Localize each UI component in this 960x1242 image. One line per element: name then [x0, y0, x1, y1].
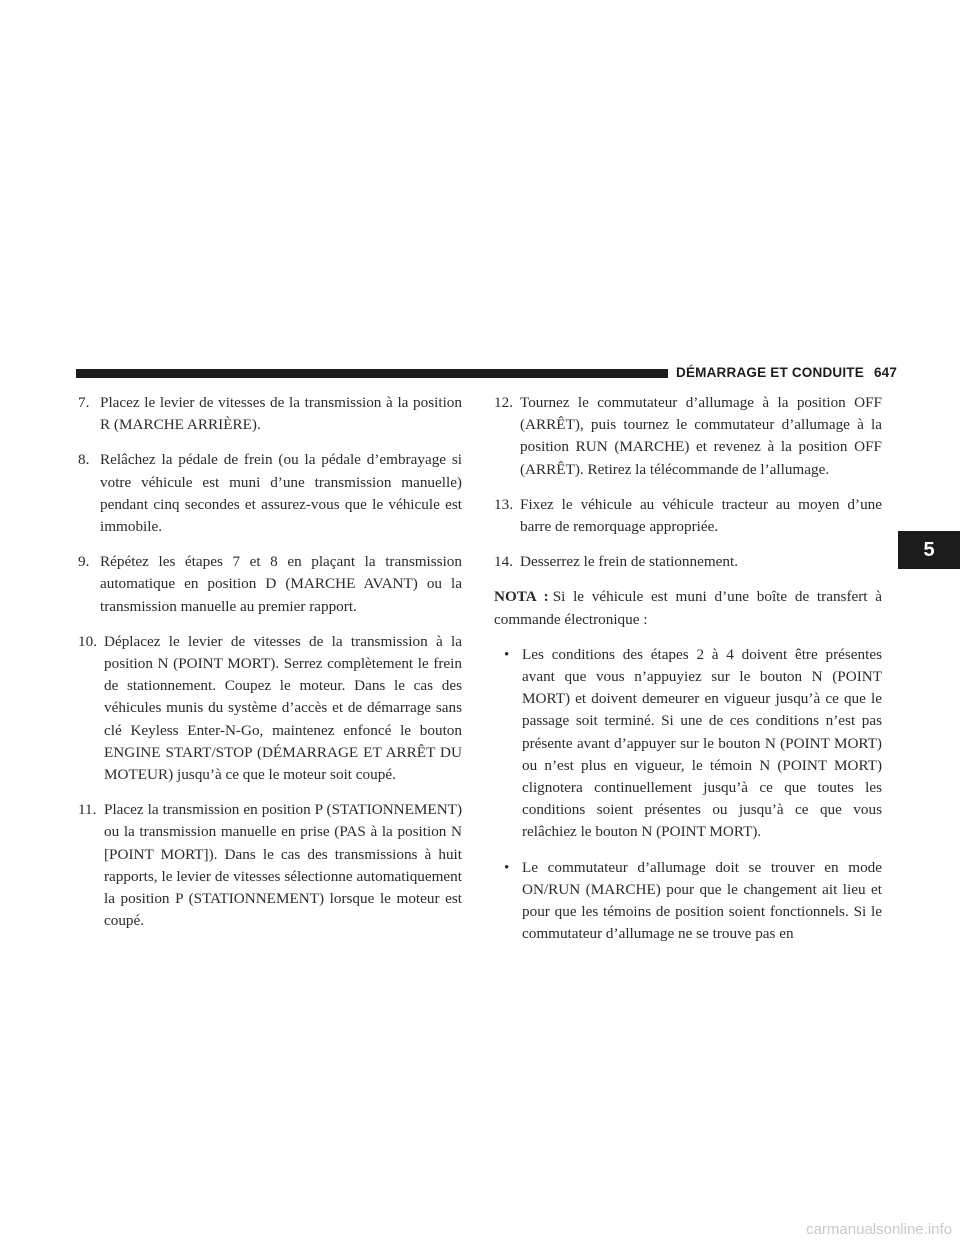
- right-column: [494, 392, 882, 958]
- bullet-item: [494, 857, 882, 946]
- step-number: 12.: [494, 394, 513, 411]
- step-11: [78, 799, 462, 932]
- step-14: [494, 551, 882, 573]
- step-8: [78, 449, 462, 538]
- step-number: 8.: [78, 451, 90, 469]
- bullet-icon: •: [504, 645, 510, 663]
- running-header: [676, 365, 897, 380]
- step-10: [78, 631, 462, 786]
- note-paragraph: [494, 586, 882, 630]
- step-number: 14.: [494, 553, 513, 571]
- step-text: Répétez les étapes 7 et 8 en plaçant la transmission automatique en position D (MARCHE AVANT) ou la transmission manuelle au premier rapport.: [100, 553, 462, 615]
- step-13: [494, 494, 882, 538]
- bullet-text: Les conditions des étapes 2 à 4 doivent être présentes avant que vous n’appuyiez sur le bouton N (POINT MORT) et doivent demeurer en vigueur jusqu’à ce que le passage soit terminé. Si une de ces conditions n’est pas présente avant d’appuyer sur le bouton N (POINT MORT) ou n’est plus en vigueur, le témoin N (POINT MORT) clignotera continuellement jusqu’à ce que toutes les conditions soient présentes ou jusqu’à ce que vous relâchiez le bouton N (POINT MORT).: [522, 645, 882, 841]
- step-number: 7.: [78, 394, 90, 411]
- step-text: Fixez le véhicule au véhicule tracteur au moyen d’une barre de remorquage appropriée.: [520, 495, 882, 536]
- step-number: 13.: [494, 495, 513, 513]
- note-text: Si le véhicule est muni d’une boîte de transfert à commande électronique :: [494, 588, 882, 628]
- step-9: [78, 551, 462, 618]
- note-label: NOTA :: [494, 588, 549, 606]
- step-text: Tournez le commutateur d’allumage à la position OFF (ARRÊT), puis tournez le commutateur d’allumage à la position RUN (MARCHE) et revenez à la position OFF (ARRÊT). Retirez la télécommande de l’allumage.: [520, 394, 882, 478]
- bullet-icon: •: [504, 858, 510, 876]
- section-title: DÉMARRAGE ET CONDUITE: [676, 365, 864, 380]
- step-text: Desserrez le frein de stationnement.: [520, 553, 739, 571]
- step-number: 9.: [78, 553, 90, 571]
- left-column: [78, 392, 462, 945]
- bullet-text: Le commutateur d’allumage doit se trouver en mode ON/RUN (MARCHE) pour que le changement ait lieu et pour que les témoins de position soient fonctionnels. Si le commutateur d’allumage ne se trouve pas en: [522, 858, 882, 943]
- page-number: 647: [873, 365, 898, 380]
- step-number: 10.: [78, 632, 97, 650]
- step-7: [78, 392, 462, 436]
- header-rule: [76, 369, 668, 378]
- step-text: Placez la transmission en position P (STATIONNEMENT) ou la transmission manuelle en prise (PAS à la position N [POINT MORT]). Dans le cas des transmissions à huit rapports, le levier de vitesses sélectionne automatiquement la position P (STATIONNEMENT) lorsque le moteur est coupé.: [104, 801, 462, 930]
- bullet-item: [494, 644, 882, 844]
- step-12: [494, 392, 882, 481]
- step-number: 11.: [78, 801, 97, 819]
- step-text: Relâchez la pédale de frein (ou la pédale d’embrayage si votre véhicule est muni d’une transmission manuelle) pendant cinq secondes et assurez-vous que le véhicule est immobile.: [100, 451, 462, 536]
- chapter-tab: 5: [898, 531, 960, 569]
- watermark: carmanualsonline.info: [806, 1221, 952, 1238]
- step-text: Placez le levier de vitesses de la transmission à la position R (MARCHE ARRIÈRE).: [100, 394, 462, 434]
- step-text: Déplacez le levier de vitesses de la transmission à la position N (POINT MORT). Serrez complètement le frein de stationnement. Coupez le moteur. Dans le cas des véhicules munis du système d’accès et de démarrage sans clé Keyless Enter-N-Go, maintenez enfoncé le bouton ENGINE START/STOP (DÉMARRAGE ET ARRÊT DU MOTEUR) jusqu’à ce que le moteur soit coupé.: [104, 632, 462, 784]
